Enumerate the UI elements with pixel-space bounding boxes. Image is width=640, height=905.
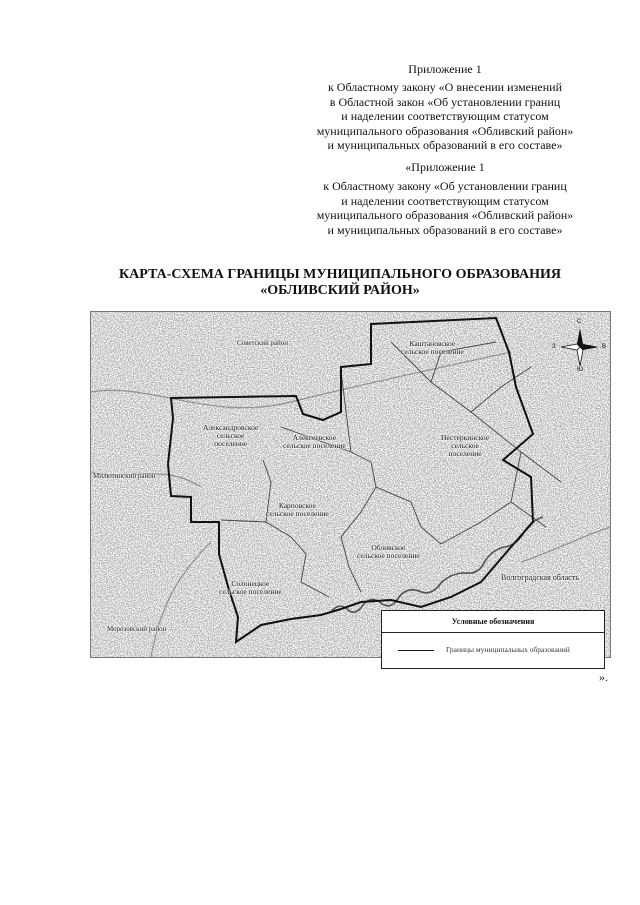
amending-law-reference	[280, 80, 610, 153]
settlement-label-alekseevskoe	[283, 434, 346, 450]
appendix-heading: Приложение 1	[408, 62, 482, 76]
compass-north-label: С	[577, 319, 582, 325]
original-law-reference	[280, 179, 610, 237]
settlement-label-karpovskoe	[266, 502, 329, 518]
amending-line: в Областной закон «Об установлении границ	[329, 94, 561, 109]
settlement-label-solonetskoe	[219, 580, 282, 596]
settlement-type: сельское поселение	[357, 551, 420, 560]
map-legend	[381, 610, 605, 669]
settlement-label-kashtanovskoe	[401, 340, 464, 356]
settlement-label-aleksandrovskoe	[203, 424, 258, 448]
settlement-name: Карповское	[278, 501, 316, 510]
neighbor-north-label: Советский район	[237, 339, 289, 347]
original-appendix-heading: «Приложение 1	[405, 160, 485, 174]
settlement-type: сельское поселение	[266, 509, 329, 518]
compass-star-icon	[558, 325, 602, 369]
closing-quote: ».	[599, 670, 608, 684]
settlement-name: Александровское	[203, 423, 259, 432]
settlement-type: сельское	[216, 431, 245, 440]
settlement-label-nesterkinskoe	[441, 434, 489, 458]
settlement-type: поселение	[448, 449, 482, 458]
original-line: к Областному закону «Об установлении границ	[323, 179, 567, 193]
neighbor-west-label: Милютинский район	[93, 472, 156, 480]
district-map	[90, 311, 611, 658]
settlement-name: Обливское	[371, 543, 406, 552]
compass-east-label: В	[602, 344, 607, 350]
settlement-type: сельское поселение	[219, 587, 282, 596]
compass-south-label: Ю	[577, 367, 584, 373]
compass-west-label: З	[552, 344, 556, 350]
settlement-type: сельское поселение	[283, 441, 346, 450]
original-line: и наделении соответствующим статусом	[341, 193, 549, 208]
settlement-type: сельское поселение	[401, 347, 464, 356]
original-line: и муниципальных образований в его составе»	[327, 222, 563, 237]
settlement-type: сельское	[451, 441, 479, 450]
compass-rose-icon	[552, 319, 607, 373]
legend-divider	[382, 632, 604, 633]
legend-boundary-symbol	[398, 650, 434, 651]
amending-line: к Областному закону «О внесении изменений	[327, 80, 563, 94]
settlement-name: Нестеркинское	[441, 433, 490, 442]
settlement-name: Каштановское	[409, 339, 456, 348]
settlement-type: поселение	[214, 439, 248, 448]
legend-boundary-label: Границы муниципальных образований	[446, 645, 570, 654]
neighbor-east-label: Волгоградская область	[501, 573, 579, 582]
neighbor-southwest-label: Морозовский район	[107, 625, 167, 633]
map-canvas	[91, 312, 610, 657]
original-line: муниципального образования «Обливский район»	[316, 208, 574, 223]
map-title: КАРТА-СХЕМА ГРАНИЦЫ МУНИЦИПАЛЬНОГО ОБРАЗОВАНИЯ	[119, 267, 561, 282]
legend-title: Условные обозначения	[451, 617, 535, 626]
amending-line: муниципального образования «Обливский район»	[316, 123, 574, 138]
amending-line: и наделении соответствующим статусом	[341, 109, 549, 124]
settlement-label-oblivskoe	[357, 544, 420, 560]
settlement-name: Алексеевское	[292, 433, 336, 442]
map-subtitle: «ОБЛИВСКИЙ РАЙОН»	[260, 283, 420, 298]
amending-line: и муниципальных образований в его составе»	[327, 138, 563, 153]
settlement-name: Солонецкое	[231, 579, 270, 588]
